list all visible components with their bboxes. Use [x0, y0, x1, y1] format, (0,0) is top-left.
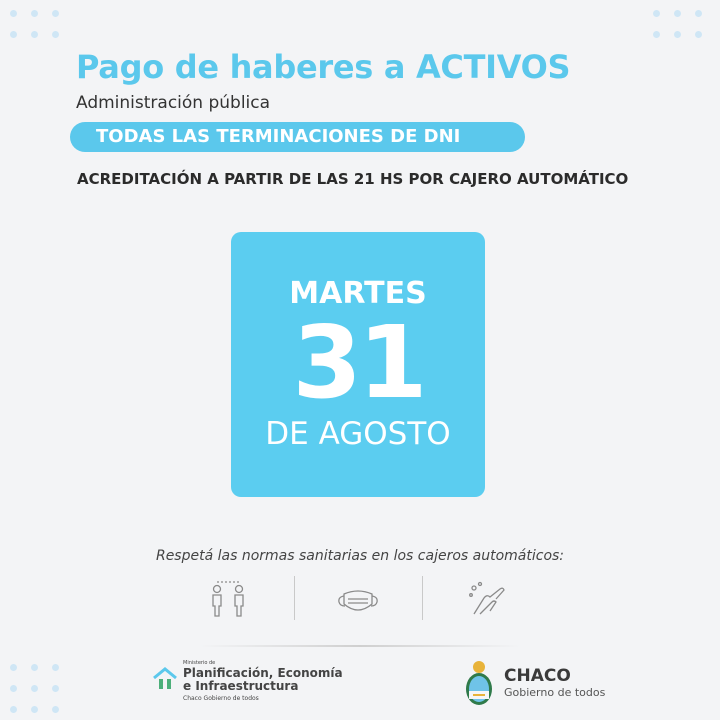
sanitary-notice: Respetá las normas sanitarias en los cajeros automáticos: — [155, 548, 565, 564]
date-weekday: MARTES — [289, 276, 427, 311]
dni-banner: TODAS LAS TERMINACIONES DE DNI — [70, 122, 525, 152]
hand-washing-icon — [466, 580, 510, 624]
date-day-number: 31 — [292, 304, 424, 421]
sanitary-icon-row — [190, 576, 530, 624]
accreditation-note: ACREDITACIÓN A PARTIR DE LAS 21 HS POR CAJERO AUTOMÁTICO — [77, 170, 629, 188]
icon-divider — [422, 576, 423, 620]
face-mask-icon — [336, 580, 380, 624]
date-month: DE AGOSTO — [265, 416, 451, 452]
page-title: Pago de haberes a ACTIVOS — [76, 48, 571, 86]
chaco-crest-icon — [462, 658, 496, 712]
icon-divider — [294, 576, 295, 620]
footer-divider — [200, 645, 520, 647]
chaco-tagline: Gobierno de todos — [504, 686, 606, 699]
ministry-name-line1: Planificación, Economía — [183, 666, 343, 680]
page-subtitle: Administración pública — [76, 93, 271, 113]
chaco-name: CHACO — [504, 666, 571, 686]
social-distance-icon — [206, 580, 250, 624]
decorative-dots-top-right — [653, 10, 702, 38]
decorative-dots-top-left — [10, 10, 59, 38]
ministry-name-line2: e Infraestructura — [183, 679, 299, 693]
ministry-subtitle: Chaco Gobierno de todos — [183, 695, 259, 702]
payment-date-card — [231, 232, 485, 497]
ministry-prefix: Ministerio de — [183, 660, 216, 666]
ministry-house-icon — [152, 666, 178, 696]
decorative-dots-bottom-left — [10, 664, 59, 713]
